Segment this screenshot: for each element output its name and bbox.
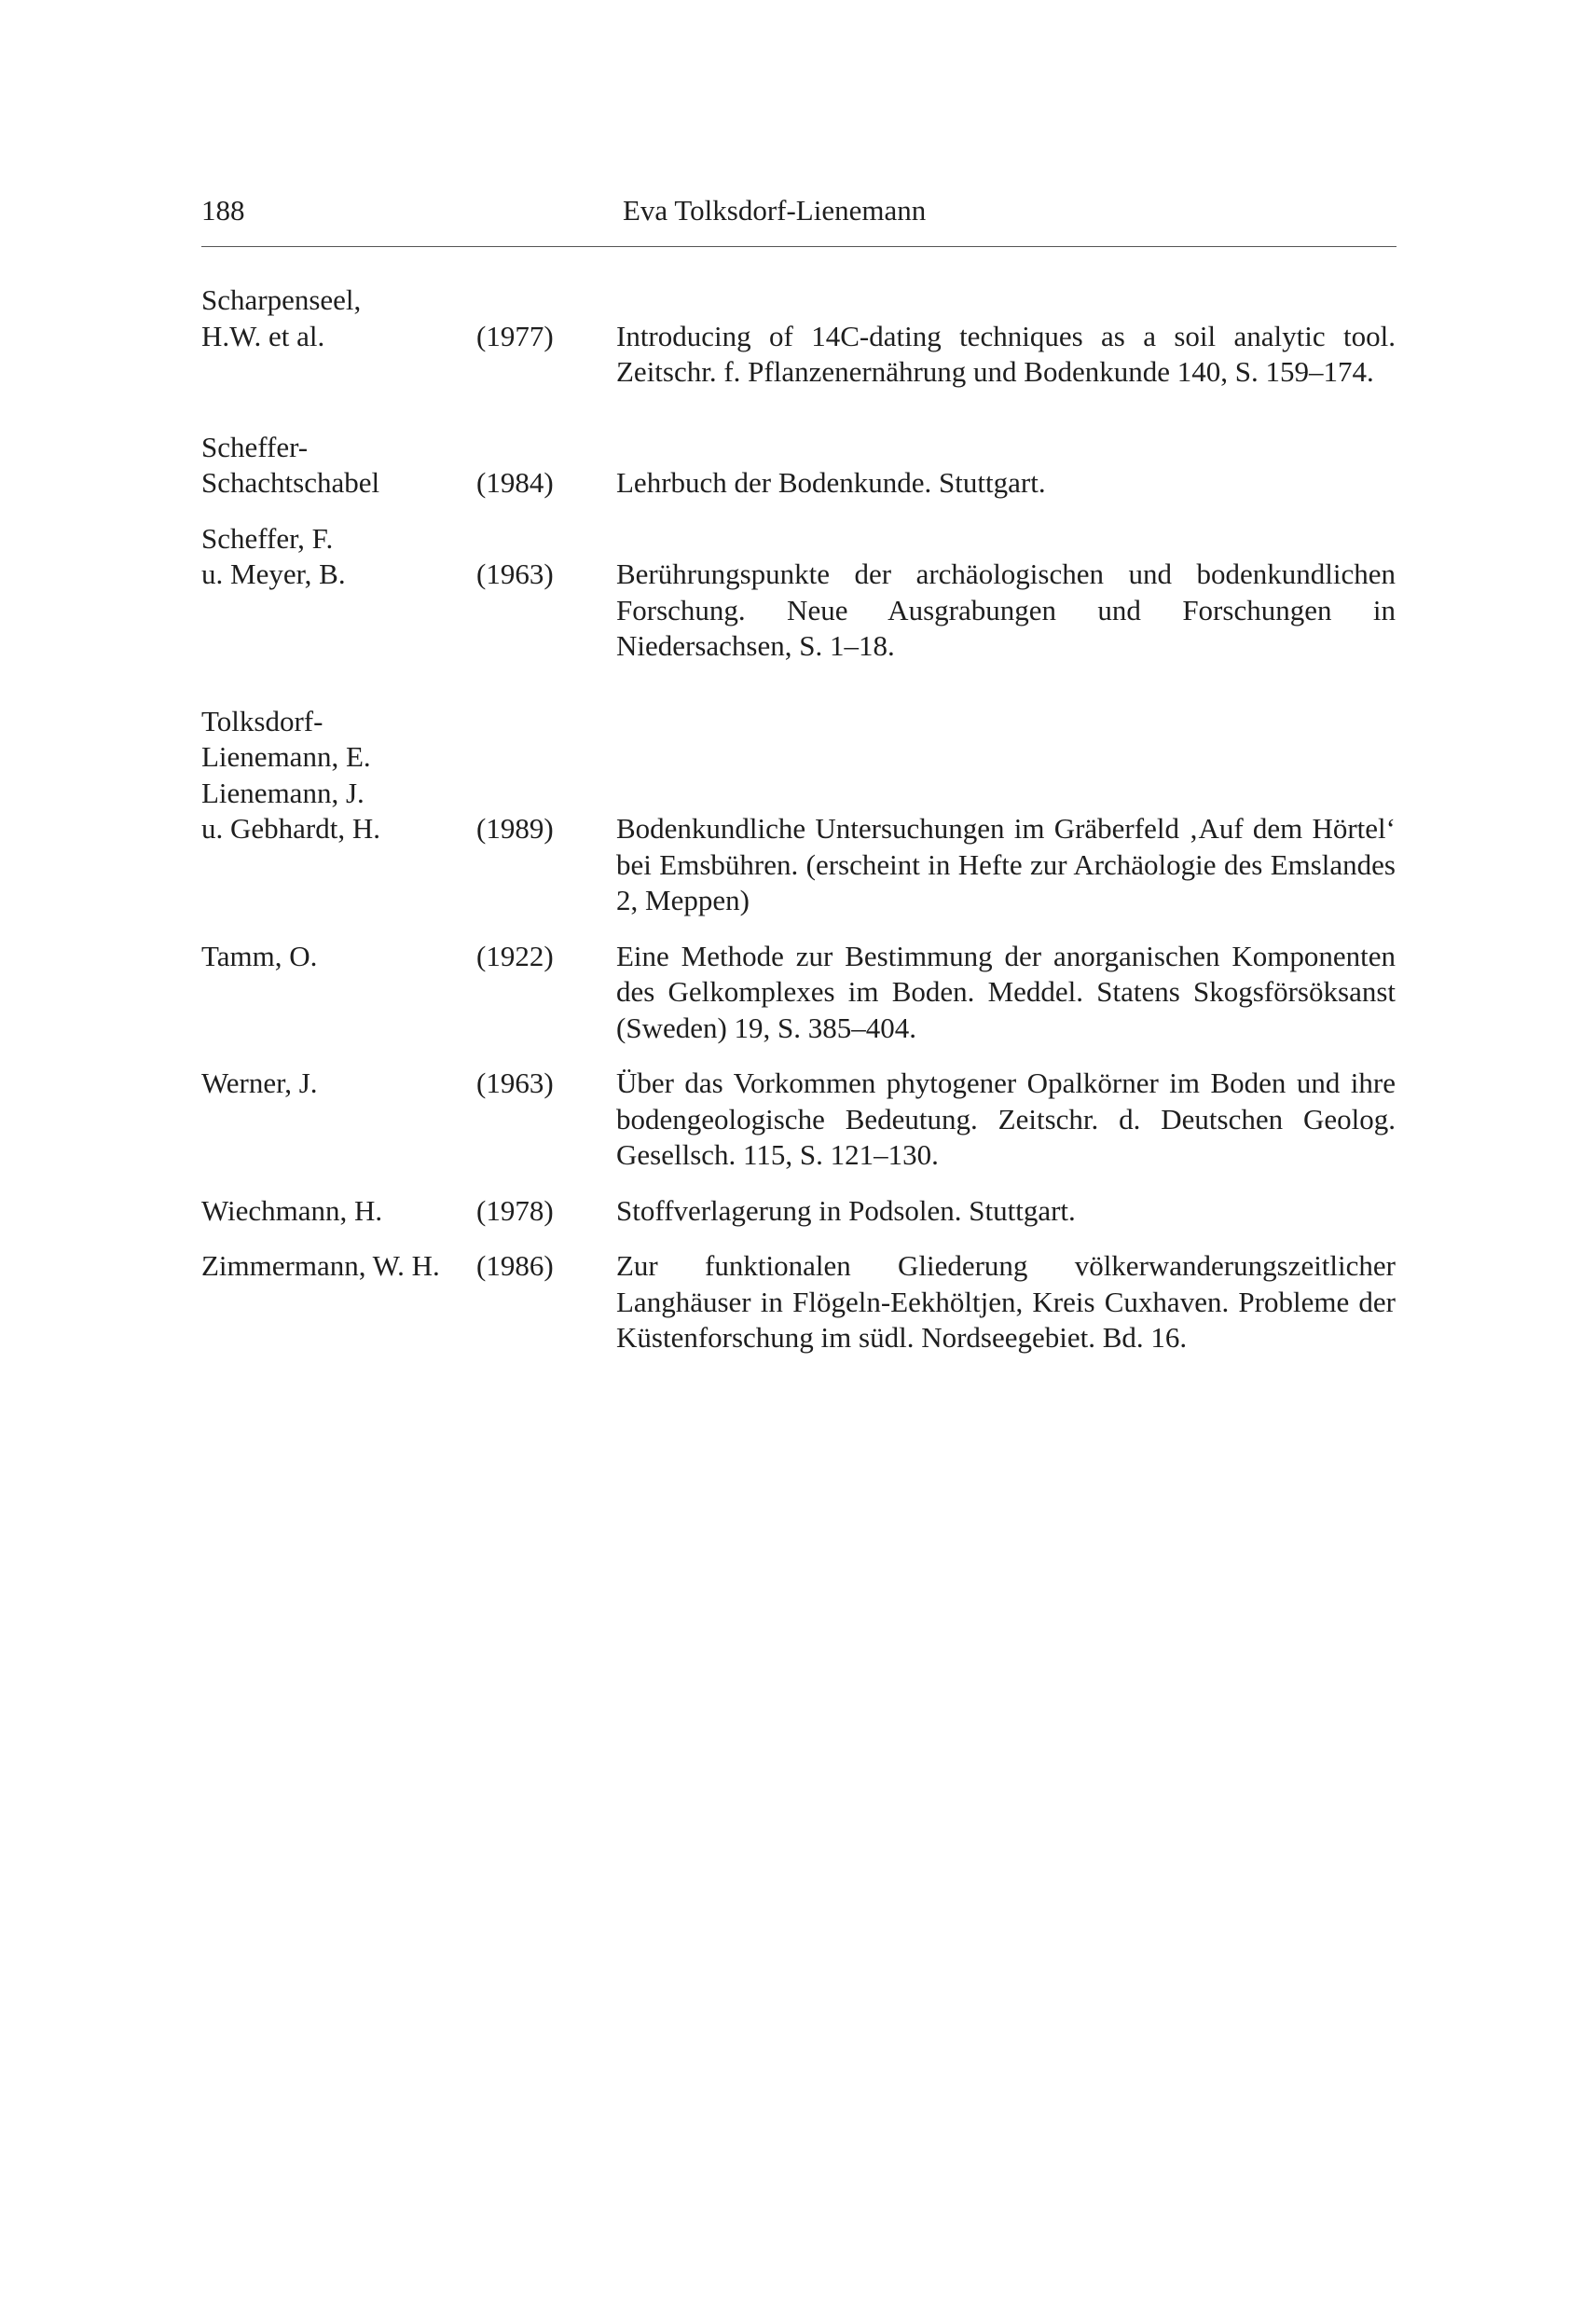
reference-title: Eine Methode zur Bestimmung der anorganischen Komponenten des Gelkomplexes im Boden. Meddel. Statens Skogsförsöksanst (Sweden) 19, S. 385–404. <box>616 939 1396 1044</box>
reference-title: Bodenkundliche Untersuchungen im Gräberfeld ‚Auf dem Hörtel‘ bei Emsbühren. (erscheint in Hefte zur Archäologie des Emslandes 2, Meppen) <box>616 812 1396 916</box>
reference-entry <box>201 1066 1413 1174</box>
reference-author: Tolksdorf- Lienemann, E. Lienemann, J. u. Gebhardt, H. <box>201 704 380 845</box>
reference-year: (1986) <box>476 1249 554 1282</box>
reference-author: Tamm, O. <box>201 939 318 972</box>
reference-author: Werner, J. <box>201 1067 318 1099</box>
reference-entry <box>201 1193 1413 1230</box>
reference-entry <box>201 430 1413 502</box>
reference-author: Wiechmann, H. <box>201 1193 383 1227</box>
reference-year: (1984) <box>476 466 554 499</box>
running-head: Eva Tolksdorf-Lienemann <box>623 194 927 227</box>
reference-entry <box>201 939 1413 1047</box>
reference-author: Scheffer, F. u. Meyer, B. <box>201 521 346 590</box>
reference-title: Lehrbuch der Bodenkunde. Stuttgart. <box>616 466 1046 499</box>
references-list <box>201 282 1413 1356</box>
reference-entry <box>201 521 1413 665</box>
reference-entry <box>201 282 1413 391</box>
reference-title: Stoffverlagerung in Podsolen. Stuttgart. <box>616 1193 1076 1227</box>
reference-entry <box>201 1248 1413 1356</box>
reference-year: (1922) <box>476 939 554 972</box>
reference-title: Zur funktionalen Gliederung völkerwanderungszeitlicher Langhäuser in Flögeln-Eekhöltjen, Kreis Cuxhaven. Probleme der Küstenforschung im südl. Nordseegebiet. Bd. 16. <box>616 1249 1396 1354</box>
reference-year: (1963) <box>476 1067 554 1099</box>
reference-author: Zimmermann, W. H. <box>201 1249 440 1282</box>
reference-author: Scharpenseel, H.W. et al. <box>201 283 362 352</box>
reference-year: (1978) <box>476 1193 554 1227</box>
reference-author: Scheffer- Schachtschabel <box>201 430 380 499</box>
page-header <box>201 192 1395 241</box>
reference-year: (1989) <box>476 812 554 845</box>
reference-title: Berührungspunkte der archäologischen und bodenkundlichen Forschung. Neue Ausgrabungen und Forschungen in Niedersachsen, S. 1–18. <box>616 557 1396 662</box>
reference-year: (1977) <box>476 319 554 352</box>
header-rule <box>201 246 1396 247</box>
reference-title: Über das Vorkommen phytogener Opalkörner im Boden und ihre bodengeologische Bedeutung. Zeitschr. d. Deutschen Geolog. Gesellsch. 115, S. 121–130. <box>616 1067 1396 1171</box>
reference-title: Introducing of 14C-dating techniques as a soil analytic tool. Zeitschr. f. Pflanzenernährung und Bodenkunde 140, S. 159–174. <box>616 319 1396 388</box>
reference-entry <box>201 704 1413 919</box>
page-number: 188 <box>201 194 245 227</box>
reference-year: (1963) <box>476 557 554 590</box>
